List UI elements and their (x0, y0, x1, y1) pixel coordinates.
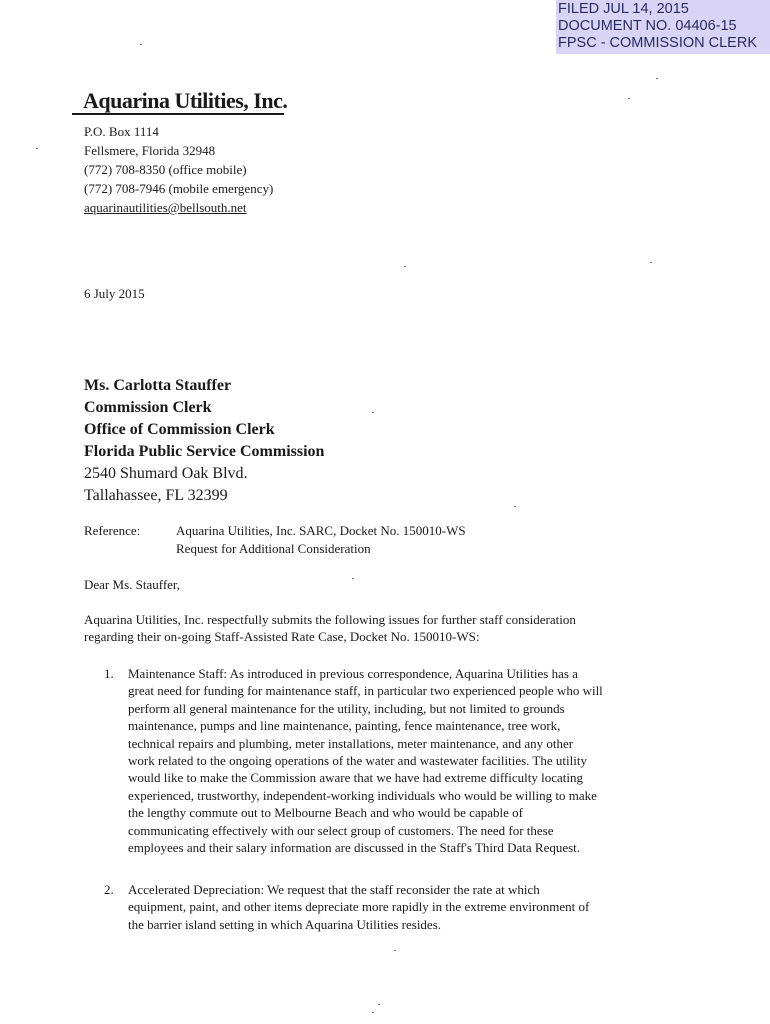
scan-speck (404, 266, 406, 267)
list-item-line: the lengthy commute out to Melbourne Beach and who would be capable of (128, 805, 523, 821)
list-item-body (128, 665, 603, 856)
stamp-line: DOCUMENT NO. 04406-15 (558, 18, 737, 34)
list-item-number: 1. (104, 666, 114, 681)
list-item-line: experienced, trustworthy, independent-working individuals who would be willing to make (128, 787, 597, 803)
filing-stamp (556, 0, 770, 54)
recipient-line: Tallahassee, FL 32399 (84, 487, 228, 504)
scan-speck (650, 262, 652, 263)
list-item-line: would like to make the Commission aware that we have had extreme difficulty locating (128, 770, 583, 786)
list-item-text: We request that the staff reconsider the rate at which (264, 882, 540, 897)
company-name: Aquarina Utilities, Inc. (83, 88, 288, 113)
recipient-line: Florida Public Service Commission (84, 443, 325, 460)
scan-speck (352, 578, 354, 579)
address-line: Fellsmere, Florida 32948 (84, 143, 216, 158)
salutation: Dear Ms. Stauffer, (84, 577, 180, 592)
scan-speck (372, 1012, 374, 1013)
scan-speck (378, 1004, 380, 1005)
list-item-line: great need for funding for maintenance staff, in particular two experienced people who will (128, 683, 603, 699)
stamp-line: FILED JUL 14, 2015 (558, 1, 689, 17)
list-item-line: work related to the ongoing operations of the water and wastewater facilities. The utility (128, 753, 587, 769)
recipient-line: Commission Clerk (84, 399, 212, 416)
scan-speck (372, 412, 374, 413)
scan-speck (140, 44, 142, 45)
list-item-line: technical repairs and plumbing, meter installations, meter maintenance, and any other (128, 735, 574, 751)
intro-paragraph (84, 611, 684, 645)
scan-speck (656, 78, 658, 79)
list-item-line: communicating effectively with our select group of customers. The need for these (128, 822, 554, 838)
address-line: P.O. Box 1114 (84, 124, 159, 139)
list-item-first-line (128, 881, 589, 898)
list-item-first-line (128, 665, 603, 682)
list-item-line: maintenance, pumps and line maintenance, painting, fence maintenance, tree work, (128, 718, 561, 734)
list-item-line: equipment, paint, and other items depreciate more rapidly in the extreme environment of (128, 899, 590, 915)
letter-date: 6 July 2015 (84, 286, 145, 301)
address-line: (772) 708-7946 (mobile emergency) (84, 181, 274, 196)
recipient-line: Ms. Carlotta Stauffer (84, 377, 232, 394)
scan-speck (394, 950, 396, 951)
intro-line: regarding their on-going Staff-Assisted Rate Case, Docket No. 150010-WS: (84, 629, 480, 644)
scan-speck (628, 98, 630, 99)
reference-line: Request for Additional Consideration (176, 541, 371, 556)
list-item-line: perform all general maintenance for the utility, including, but not limited to grounds (128, 700, 565, 716)
recipient-line: Office of Commission Clerk (84, 421, 275, 438)
list-item-text: As introduced in previous correspondence, Aquarina Utilities has a (227, 666, 578, 681)
list-item-number: 2. (104, 882, 114, 897)
letterhead-rule (72, 113, 284, 115)
scan-speck (514, 506, 516, 507)
recipient-block (84, 375, 324, 507)
scan-speck (36, 148, 38, 149)
address-line: (772) 708-8350 (office mobile) (84, 162, 247, 177)
reference-label: Reference: (84, 523, 141, 538)
list-item-body (128, 881, 589, 933)
list-item-label: Maintenance Staff: (128, 666, 228, 681)
stamp-line: FPSC - COMMISSION CLERK (558, 35, 757, 51)
reference-line: Aquarina Utilities, Inc. SARC, Docket No. 150010-WS (176, 523, 466, 538)
letterhead-address (84, 122, 273, 217)
email-link[interactable]: aquarinautilities@bellsouth.net (84, 200, 247, 215)
list-item-line: the barrier island setting in which Aquarina Utilities resides. (128, 916, 442, 932)
intro-line: Aquarina Utilities, Inc. respectfully submits the following issues for further staff consideration (84, 612, 576, 627)
list-item-line: employees and their salary information are discussed in the Staff's Third Data Request. (128, 840, 581, 856)
recipient-line: 2540 Shumard Oak Blvd. (84, 465, 248, 482)
list-item-label: Accelerated Depreciation: (128, 882, 265, 897)
